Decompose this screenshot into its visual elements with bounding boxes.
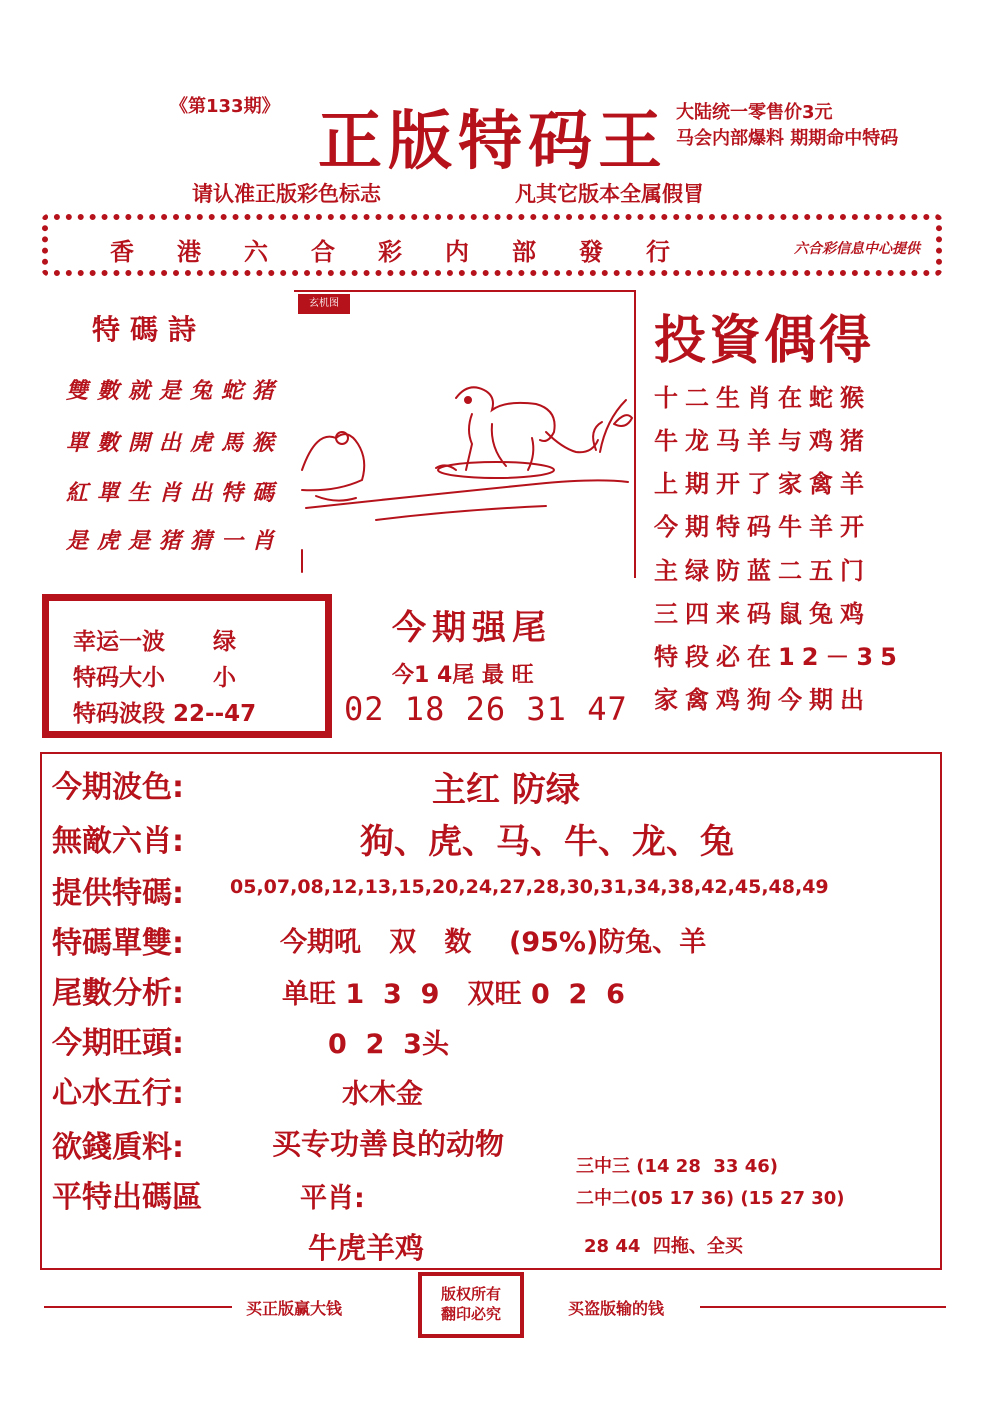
monkey-illustration [296,320,636,578]
banner-char: 内 [445,238,469,266]
lucky-value: 22--47 [173,701,257,727]
banner-provider: 六合彩信息中心提供 [794,241,920,257]
combo-two: 二中二(05 17 36) (15 27 30) [576,1188,845,1209]
leak-text: 马会内部爆料 期期命中特码 [676,128,899,149]
banner-char: 彩 [378,238,402,266]
invest-line: 今期特码牛羊开 [654,513,871,541]
footer-left-text: 买正版赢大钱 [246,1299,343,1318]
invest-line: 牛龙马羊与鸡猪 [654,427,871,455]
price-text: 大陆统一零售价3元 [676,102,833,123]
lucky-value: 绿 [213,629,237,655]
copyright-line: 版权所有 [440,1285,501,1303]
ping-label: 平特出碼區 [52,1180,202,1215]
footer-right-text: 买盗版输的钱 [568,1299,665,1318]
poem-line: 單數開出虎馬猴 [66,431,284,456]
combo-three: 三中三 (14 28 33 46) [576,1156,778,1177]
money-value: 买专功善良的动物 [272,1127,505,1161]
lucky-row [73,623,236,656]
banner-char: 六 [244,238,268,266]
lucky-label: 特码大小 [73,665,165,691]
lucky-value: 小 [213,665,237,691]
invest-line: 三四来码鼠兔鸡 [654,600,871,628]
banner-title [110,232,670,267]
banner-char: 合 [311,238,335,266]
invest-line: 特段必在12－35 [654,643,904,671]
picture-stamp: 玄机图 [298,294,350,314]
combo-drag: 28 44 四拖、全买 [584,1236,743,1257]
poem-line: 是虎是猪猜一肖 [66,529,284,554]
head-value: 0 2 3头 [328,1029,449,1060]
copyright-line: 翻印必究 [440,1305,501,1323]
lucky-row [73,695,256,728]
code-label: 提供特碼: [52,876,184,911]
ping-sub-label: 平肖: [300,1183,365,1214]
lucky-label: 特码波段 [73,701,165,727]
five-elements-value: 水木金 [342,1079,423,1110]
invest-line: 上期开了家禽羊 [654,470,871,498]
poem-line: 紅單生肖出特碼 [66,481,284,506]
tail-title: 今期强尾 [392,608,552,648]
banner-char: 行 [646,238,670,266]
code-value: 05,07,08,12,13,15,20,24,27,28,30,31,34,38,42,45,48,49 [230,876,829,898]
head-label: 今期旺頭: [52,1026,184,1061]
page-title: 正版特码王 [318,104,668,179]
notice-authentic: 请认准正版彩色标志 [192,182,381,206]
lucky-row [73,659,236,692]
six-zodiac-value: 狗、虎、马、牛、龙、兔 [360,822,734,862]
banner-char: 港 [177,238,201,266]
issuer-banner [42,214,942,276]
single-double-label: 特碼單雙: [52,926,184,961]
notice-fake: 凡其它版本全属假冒 [515,182,704,206]
footer-divider-left [44,1306,232,1308]
tail-analysis-value: 单旺 1 3 9 双旺 0 2 6 [282,979,625,1010]
invest-line: 十二生肖在蛇猴 [654,384,871,412]
tail-analysis-label: 尾數分析: [52,976,184,1011]
wave-label: 今期波色: [52,770,184,805]
tail-numbers: 02 18 26 31 47 [344,690,628,728]
copyright-box [418,1272,524,1338]
lucky-box [42,594,332,738]
single-double-value: 今期吼 双 数 (95%)防兔、羊 [280,927,707,958]
invest-line: 家禽鸡狗今期出 [654,686,871,714]
lucky-label: 幸运一波 [73,629,165,655]
banner-char: 香 [110,238,134,266]
six-zodiac-label: 無敵六肖: [52,824,184,859]
invest-title: 投資偶得 [654,311,875,371]
wave-value: 主红 防绿 [432,770,580,810]
money-label: 欲錢貭料: [52,1130,184,1165]
banner-char: 發 [579,238,603,266]
tail-subtitle: 今1 4尾 最 旺 [392,663,534,688]
invest-line: 主绿防蓝二五门 [654,557,871,585]
poem-title: 特碼詩 [92,313,207,346]
poem-line: 雙數就是兔蛇猪 [66,379,284,404]
issue-number: 《第133期》 [170,96,280,117]
banner-char: 部 [512,238,536,266]
footer-divider-right [700,1306,946,1308]
five-elements-label: 心水五行: [52,1076,184,1111]
ping-value: 牛虎羊鸡 [308,1231,425,1265]
